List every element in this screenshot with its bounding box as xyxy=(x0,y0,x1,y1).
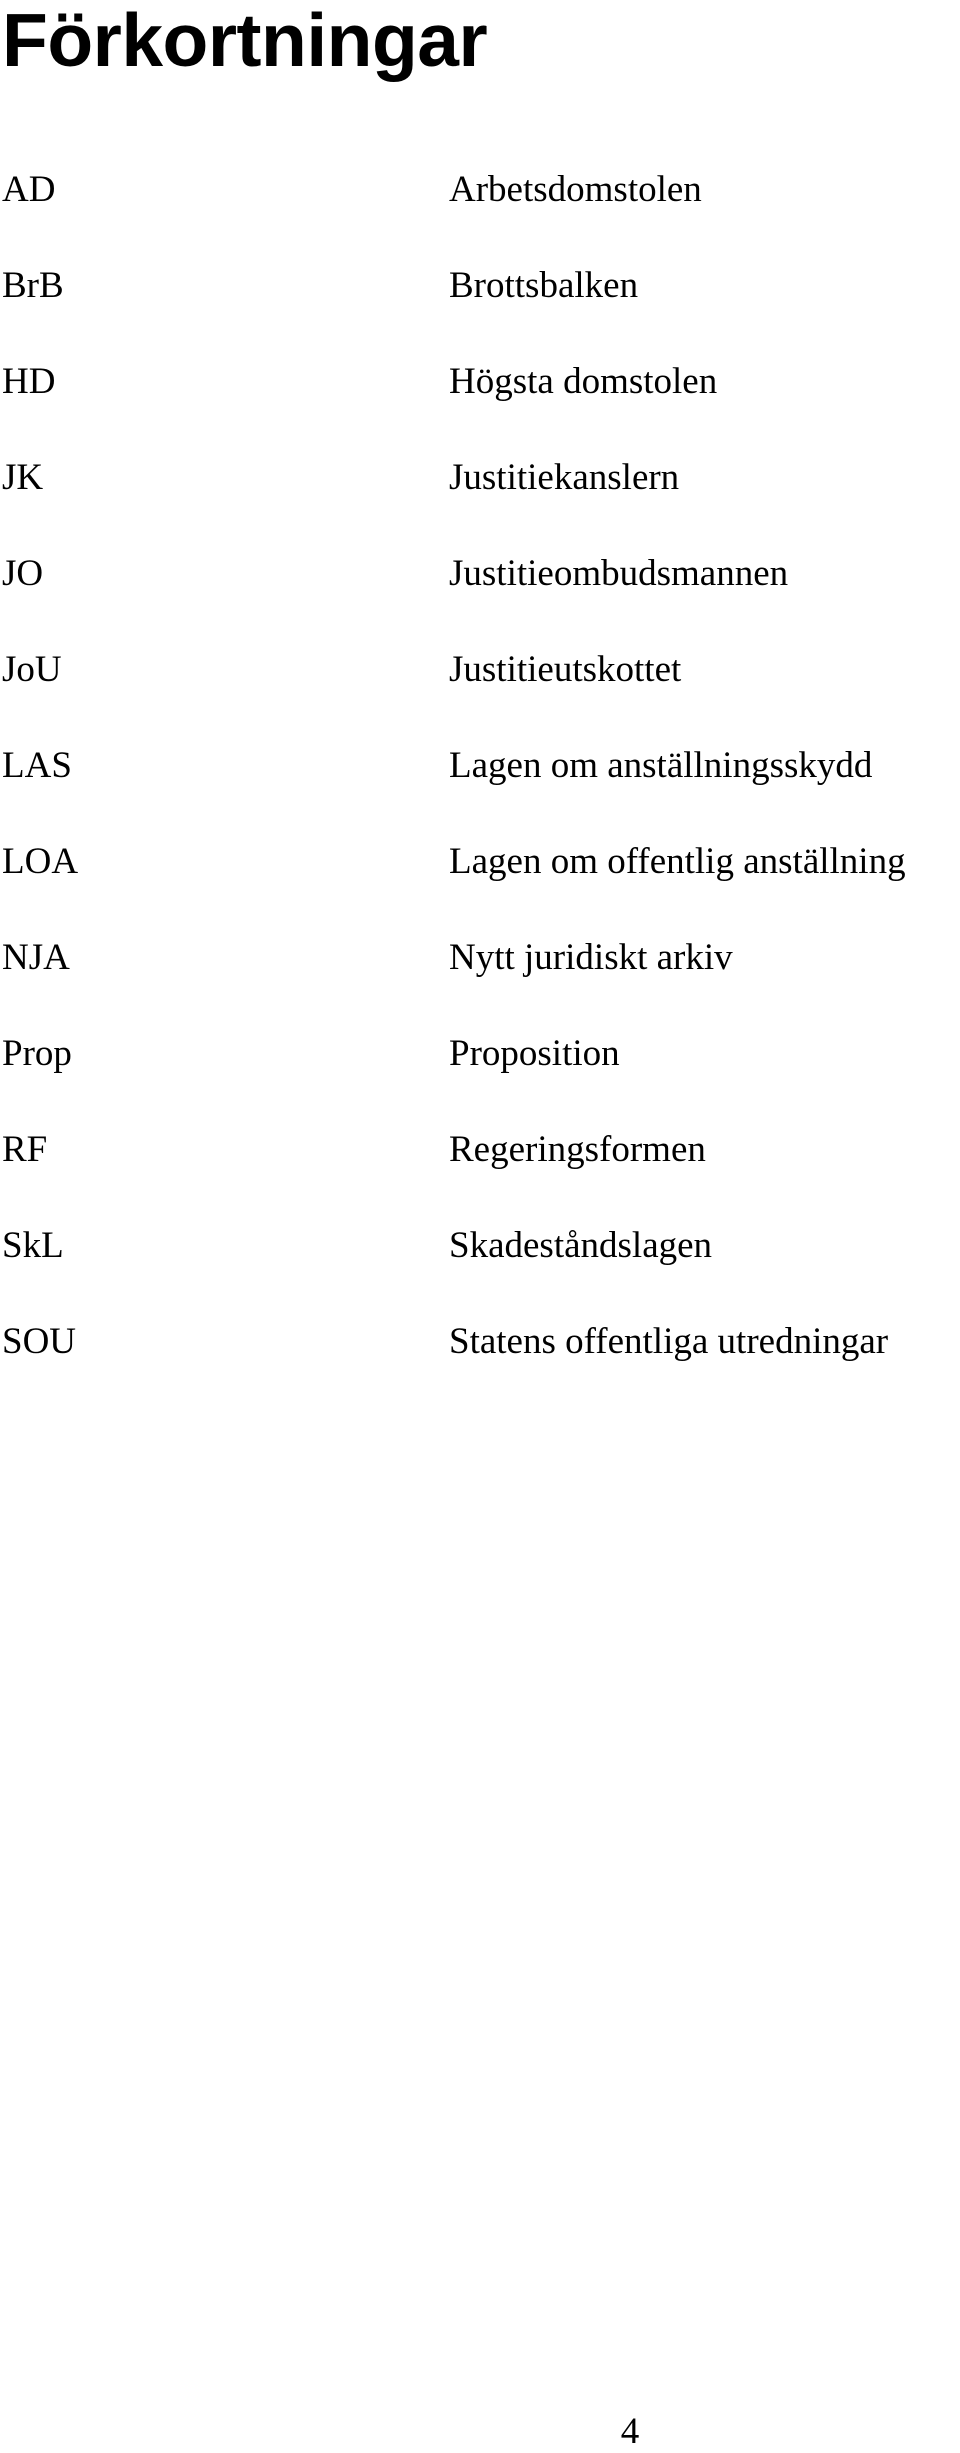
abbreviation-code: AD xyxy=(2,169,56,210)
abbreviation-code: LAS xyxy=(2,745,72,786)
abbreviation-meaning: Arbetsdomstolen xyxy=(449,169,702,210)
abbreviation-code: RF xyxy=(2,1129,48,1170)
abbreviation-row xyxy=(0,549,960,645)
abbreviation-meaning: Lagen om anställningsskydd xyxy=(449,745,873,786)
abbreviation-row xyxy=(0,1317,960,1413)
abbreviation-row xyxy=(0,357,960,453)
abbreviation-row xyxy=(0,453,960,549)
page-number: 4 xyxy=(620,2411,640,2452)
abbreviation-code: JK xyxy=(2,457,44,498)
abbreviation-code: SOU xyxy=(2,1321,77,1362)
abbreviation-meaning: Lagen om offentlig anställning xyxy=(449,841,906,882)
abbreviation-row xyxy=(0,1125,960,1221)
abbreviation-row xyxy=(0,741,960,837)
abbreviation-row xyxy=(0,261,960,357)
abbreviation-meaning: Statens offentliga utredningar xyxy=(449,1321,889,1362)
abbreviation-code: JO xyxy=(2,553,44,594)
abbreviation-code: NJA xyxy=(2,937,70,978)
abbreviation-meaning: Regeringsformen xyxy=(449,1129,706,1170)
abbreviation-code: JoU xyxy=(2,649,62,690)
abbreviation-meaning: Proposition xyxy=(449,1033,620,1074)
abbreviation-meaning: Justitiekanslern xyxy=(449,457,680,498)
abbreviation-meaning: Justitieutskottet xyxy=(449,649,682,690)
abbreviation-row xyxy=(0,933,960,1029)
abbreviation-meaning: Nytt juridiskt arkiv xyxy=(449,937,733,978)
abbreviation-meaning: Högsta domstolen xyxy=(449,361,718,402)
abbreviation-row xyxy=(0,1221,960,1317)
abbreviation-code: BrB xyxy=(2,265,64,306)
abbreviation-meaning: Brottsbalken xyxy=(449,265,639,306)
abbreviation-code: SkL xyxy=(2,1225,64,1266)
abbreviation-row xyxy=(0,1029,960,1125)
abbreviation-row xyxy=(0,165,960,261)
abbreviation-code: HD xyxy=(2,361,56,402)
abbreviation-code: Prop xyxy=(2,1033,72,1074)
abbreviation-row xyxy=(0,645,960,741)
abbreviation-list xyxy=(0,165,960,1413)
abbreviation-meaning: Skadeståndslagen xyxy=(449,1225,713,1266)
page-title: Förkortningar xyxy=(2,0,488,82)
abbreviation-meaning: Justitieombudsmannen xyxy=(449,553,789,594)
abbreviation-row xyxy=(0,837,960,933)
abbreviation-code: LOA xyxy=(2,841,79,882)
